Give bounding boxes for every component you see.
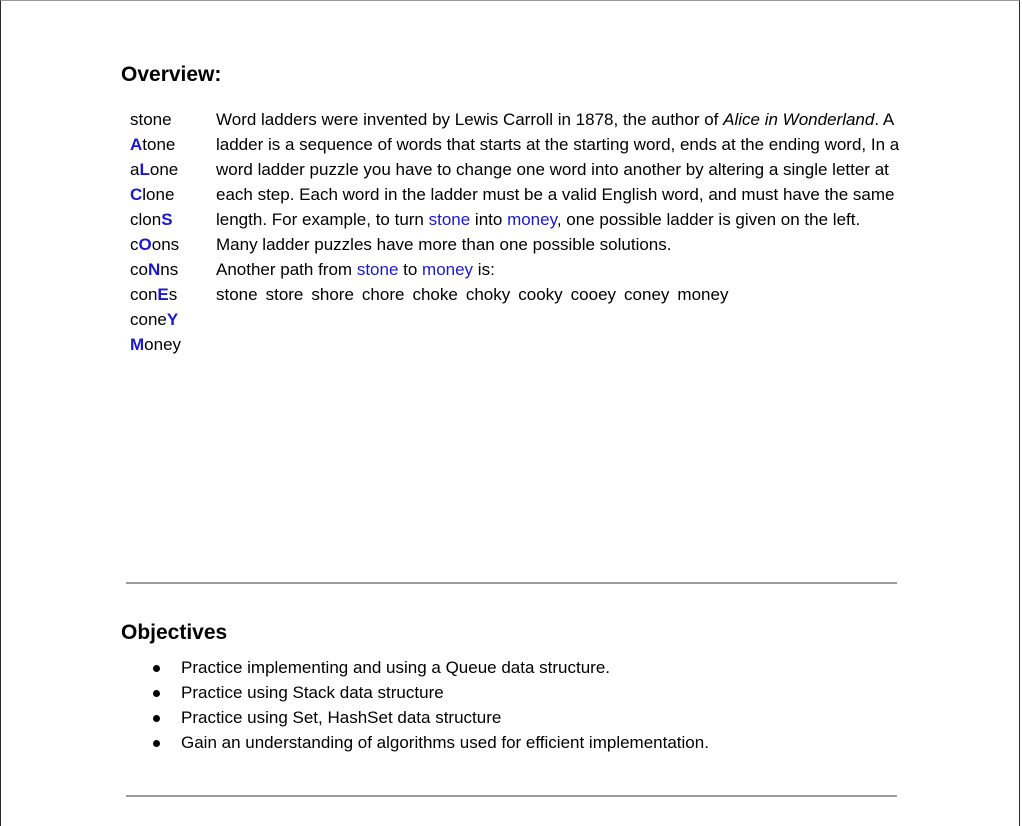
bullet-icon — [153, 740, 160, 747]
ladder-word: cOons — [130, 235, 180, 254]
path-end-word: money — [422, 260, 474, 279]
path-word: store — [265, 285, 304, 304]
objectives-heading: Objectives — [121, 621, 228, 644]
ladder-word: Atone — [130, 135, 176, 154]
objective-item: Gain an understanding of algorithms used for efficient implementation. — [149, 730, 709, 755]
objective-item: Practice implementing and using a Queue data structure. — [149, 655, 709, 680]
path-word: stone — [216, 285, 258, 304]
path-word: chore — [361, 285, 405, 304]
path-word: shore — [311, 285, 354, 304]
ladder-word: coneY — [130, 310, 179, 329]
objective-item: Practice using Set, HashSet data structure — [149, 705, 709, 730]
bullet-icon — [153, 715, 160, 722]
section-divider — [126, 795, 897, 797]
alternative-path — [216, 282, 906, 307]
ladder-word: aLone — [130, 160, 179, 179]
bullet-icon — [153, 690, 160, 697]
ladder-word: Clone — [130, 185, 175, 204]
ladder-word: conEs — [130, 285, 178, 304]
ladder-word: Money — [130, 335, 182, 354]
path-word: choky — [465, 285, 511, 304]
path-word: cooey — [570, 285, 617, 304]
objective-item: Practice using Stack data structure — [149, 680, 709, 705]
more-solutions-text: Many ladder puzzles have more than one possible solutions. — [216, 235, 672, 254]
another-path-text: Another path from stone to money is: — [216, 260, 495, 279]
section-divider — [126, 582, 897, 584]
end-word: money — [507, 210, 557, 229]
start-word: stone — [428, 210, 471, 229]
path-word: choke — [412, 285, 458, 304]
objectives-list — [149, 655, 709, 755]
bullet-icon — [153, 665, 160, 672]
overview-description — [216, 107, 906, 307]
path-word: cooky — [518, 285, 563, 304]
path-word: money — [677, 285, 729, 304]
word-ladder-list — [130, 107, 181, 357]
book-title: Alice in Wonderland — [723, 110, 875, 129]
ladder-word: stone — [130, 110, 172, 129]
intro-paragraph: Word ladders were invented by Lewis Carroll in 1878, the author of Alice in Wonderland. A ladder is a sequence of words that starts at the starting word, ends at the ending word, In a word ladder puzzle you have to change one word into another by altering a single letter at each step. Each word in the ladder must be a valid English word, and must have the same length. For example, to turn stone into money, one possible ladder is given on the left. — [216, 110, 900, 229]
ladder-word: clonS — [130, 210, 173, 229]
ladder-word: coNns — [130, 260, 179, 279]
path-word: coney — [624, 285, 670, 304]
path-start-word: stone — [356, 260, 399, 279]
overview-heading: Overview: — [121, 63, 222, 86]
